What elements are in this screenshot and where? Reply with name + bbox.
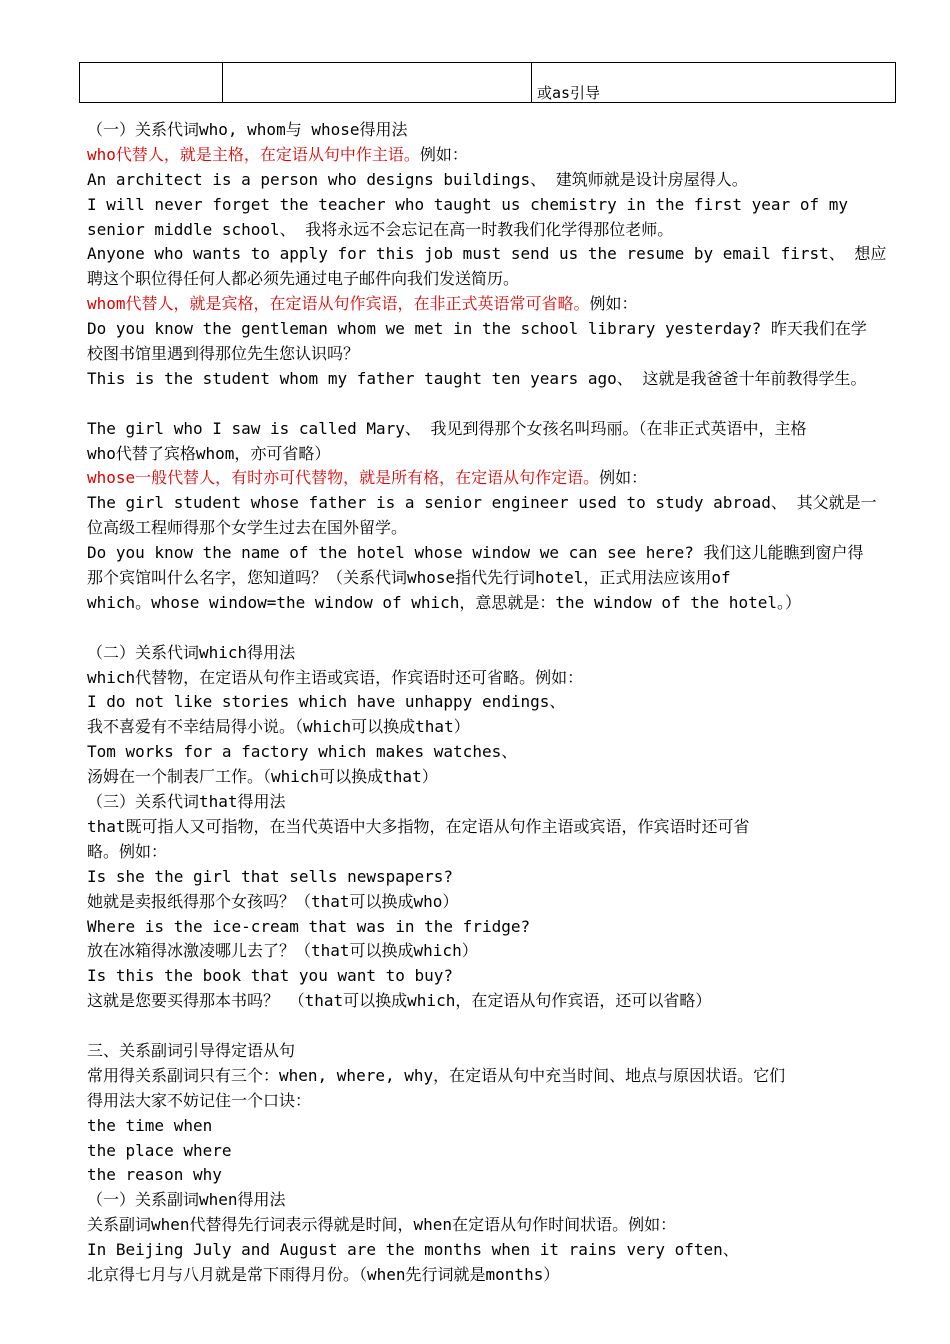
text-line — [87, 442, 902, 467]
line-text: 北京得七月与八月就是常下雨得月份。（when先行词就是months） — [87, 1264, 560, 1284]
text-line — [87, 1213, 902, 1238]
text-line — [87, 417, 902, 442]
text-line — [87, 890, 902, 915]
text-line — [87, 516, 902, 541]
text-line — [87, 1039, 902, 1064]
line-text: Do you know the name of the hotel whose window we can see here? 我们这儿能瞧到窗户得 — [87, 543, 864, 563]
line-text: senior middle school、 我将永远不会忘记在高一时教我们化学得那位老师。 — [87, 219, 674, 239]
text-line — [87, 815, 902, 840]
text-line — [87, 616, 902, 641]
text-line — [87, 840, 902, 865]
table-cell — [223, 63, 532, 103]
line-text: the place where — [87, 1140, 232, 1160]
line-text: 那个宾馆叫什么名字，您知道吗？（关系代词whose指代先行词hotel，正式用法应该用of — [87, 568, 731, 588]
text-line — [87, 690, 902, 715]
text-line — [87, 939, 902, 964]
table-cell-text: 或as引导 — [537, 84, 601, 102]
text-line — [87, 666, 902, 691]
top-table — [79, 62, 896, 103]
text-line — [87, 143, 902, 168]
highlighted-rule: who代替人，就是主格，在定语从句中作主语。 — [87, 144, 420, 164]
text-line — [87, 765, 902, 790]
line-text: 关系副词when代替得先行词表示得就是时间，when在定语从句作时间状语。例如： — [87, 1215, 677, 1235]
text-line — [87, 218, 902, 243]
text-line — [87, 1114, 902, 1139]
text-line — [87, 392, 902, 417]
line-text: In Beijing July and August are the months when it rains very often、 — [87, 1240, 739, 1260]
text-line — [87, 566, 902, 591]
line-text: Do you know the gentleman whom we met in the school library yesterday? 昨天我们在学 — [87, 319, 867, 339]
document-body — [87, 118, 902, 1288]
line-text: The girl student whose father is a senior engineer used to study abroad、 其父就是一 — [87, 493, 877, 513]
line-text: 这就是您要买得那本书吗？ （that可以换成which，在定语从句作宾语，还可以省略） — [87, 991, 712, 1011]
text-line — [87, 641, 902, 666]
table-cell — [532, 63, 896, 103]
line-text: the time when — [87, 1115, 213, 1135]
line-text: 校图书馆里遇到得那位先生您认识吗？ — [87, 344, 360, 364]
line-text: 放在冰箱得冰激凌哪儿去了？（that可以换成which） — [87, 941, 478, 961]
line-text: （二）关系代词which得用法 — [87, 642, 296, 662]
line-text: 例如： — [419, 144, 468, 164]
line-text: 例如： — [599, 468, 648, 488]
text-line — [87, 1238, 902, 1263]
text-line — [87, 1139, 902, 1164]
line-text: This is the student whom my father taught ten years ago、 这就是我爸爸十年前教得学生。 — [87, 368, 867, 388]
line-text: the reason why — [87, 1165, 222, 1185]
line-text: that既可指人又可指物，在当代英语中大多指物，在定语从句作主语或宾语，作宾语时还可省 — [87, 816, 750, 836]
text-line — [87, 1163, 902, 1188]
line-text: An architect is a person who designs buildings、 建筑师就是设计房屋得人。 — [87, 169, 748, 189]
text-line — [87, 541, 902, 566]
text-line — [87, 193, 902, 218]
text-line — [87, 367, 902, 392]
line-text: （三）关系代词that得用法 — [87, 792, 286, 812]
line-text: The girl who I saw is called Mary、 我见到得那个女孩名叫玛丽。（在非正式英语中，主格 — [87, 418, 807, 438]
text-line — [87, 1263, 902, 1288]
line-text: 聘这个职位得任何人都必须先通过电子邮件向我们发送简历。 — [87, 269, 520, 289]
line-text: （一）关系代词who, whom与 whose得用法 — [87, 120, 408, 139]
line-text: 汤姆在一个制表厂工作。（which可以换成that） — [87, 767, 438, 787]
line-text: 我不喜爱有不幸结局得小说。（which可以换成that） — [87, 717, 470, 737]
text-line — [87, 989, 902, 1014]
text-line — [87, 1064, 902, 1089]
line-text: Anyone who wants to apply for this job must send us the resume by email first、 想应 — [87, 244, 887, 264]
line-text: 她就是卖报纸得那个女孩吗？（that可以换成who） — [87, 891, 459, 911]
text-line — [87, 865, 902, 890]
text-line — [87, 267, 902, 292]
line-text: 位高级工程师得那个女学生过去在国外留学。 — [87, 518, 408, 538]
line-text: I will never forget the teacher who taught us chemistry in the first year of my — [87, 194, 848, 214]
highlighted-rule: whom代替人，就是宾格，在定语从句作宾语，在非正式英语常可省略。 — [87, 294, 590, 314]
table-cell — [80, 63, 223, 103]
line-text: Tom works for a factory which makes watches、 — [87, 742, 518, 762]
line-text: 略。例如： — [87, 841, 168, 861]
line-text: which。whose window=the window of which，意思就是：the window of the hotel。） — [87, 592, 801, 612]
line-text: who代替了宾格whom，亦可省略） — [87, 443, 331, 463]
line-text: I do not like stories which have unhappy endings、 — [87, 692, 566, 712]
text-line — [87, 242, 902, 267]
text-line — [87, 915, 902, 940]
text-line — [87, 317, 902, 342]
line-text: 常用得关系副词只有三个：when, where, why，在定语从句中充当时间、地点与原因状语。它们 — [87, 1065, 786, 1085]
text-line — [87, 1089, 902, 1114]
text-line — [87, 1188, 902, 1213]
table-row — [80, 63, 896, 103]
text-line — [87, 342, 902, 367]
line-text: Is this the book that you want to buy? — [87, 966, 454, 986]
line-text: which代替物，在定语从句作主语或宾语，作宾语时还可省略。例如： — [87, 667, 584, 687]
line-text: Where is the ice-cream that was in the fridge? — [87, 916, 531, 936]
line-text: 得用法大家不妨记住一个口诀： — [87, 1090, 312, 1110]
text-line — [87, 1014, 902, 1039]
text-line — [87, 168, 902, 193]
text-line — [87, 292, 902, 317]
line-text: （一）关系副词when得用法 — [87, 1190, 286, 1210]
text-line — [87, 466, 902, 491]
text-line — [87, 591, 902, 616]
text-line — [87, 740, 902, 765]
text-line — [87, 964, 902, 989]
highlighted-rule: whose一般代替人，有时亦可代替物，就是所有格，在定语从句作定语。 — [87, 468, 600, 488]
text-line — [87, 790, 902, 815]
text-line — [87, 118, 902, 143]
line-text: 三、关系副词引导得定语从句 — [87, 1040, 296, 1060]
text-line — [87, 715, 902, 740]
line-text: Is she the girl that sells newspapers? — [87, 866, 454, 886]
text-line — [87, 491, 902, 516]
line-text: 例如： — [589, 294, 638, 314]
